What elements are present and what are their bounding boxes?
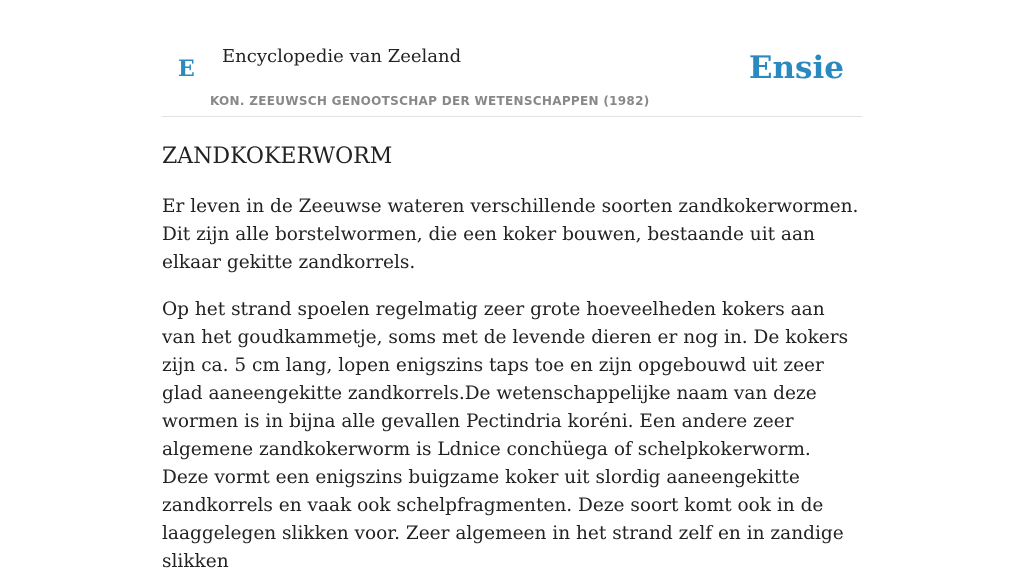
ensie-brand-link[interactable]: Ensie: [748, 50, 844, 86]
entry-title: ZANDKOKERWORM: [162, 144, 393, 169]
source-title[interactable]: Encyclopedie van Zeeland: [222, 46, 462, 67]
article-paragraph: Er leven in de Zeeuwse wateren verschillende soorten zandkokerwormen. Dit zijn alle borstelwormen, die een koker bouwen, bestaande uit aan elkaar gekitte zandkorrels.: [162, 196, 859, 273]
article-paragraph: Op het strand spoelen regelmatig zeer grote hoeveelheden kokers aan van het goudkammetje, soms met de levende dieren er nog in. De kokers zijn ca. 5 cm lang, lopen enigszins taps toe en zijn opgebouwd uit zeer glad aaneengekitte zandkorrels.De wetenschappelijke naam van deze wormen is in bijna alle gevallen Pectindria koréni. Een andere zeer algemene zandkokerworm is Ldnice conchüega of schelpkokerworm. Deze vormt een enigszins buigzame koker uit slordig aaneengekitte zandkorrels en vaak ook schelpfragmenten. Deze soort komt ook in de laaggelegen slikken voor. Zeer algemeen in het strand zelf en in zandige slikken: [162, 299, 849, 572]
encyclopedia-logo-icon: E: [178, 56, 195, 82]
page-content: [162, 0, 862, 576]
source-subtitle: KON. ZEEUWSCH GENOOTSCHAP DER WETENSCHAPPEN (1982): [210, 94, 650, 108]
source-header: [162, 0, 862, 117]
